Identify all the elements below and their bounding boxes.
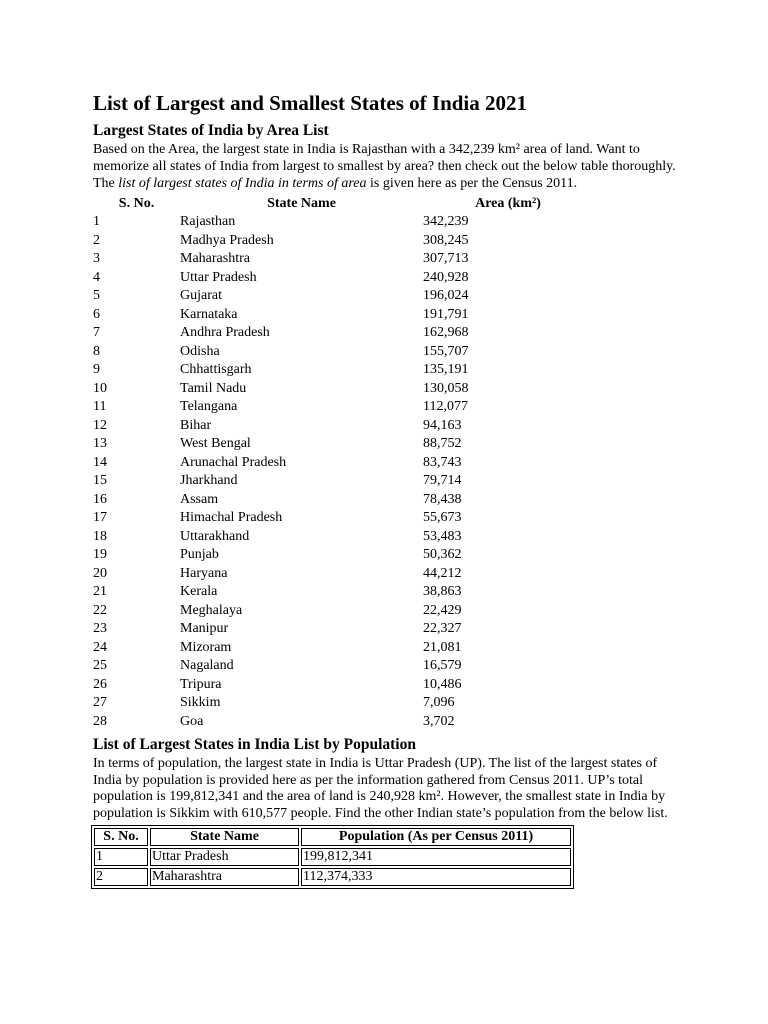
area-state-cell: Maharashtra: [180, 251, 250, 267]
area-table-row: [93, 305, 593, 324]
area-state-cell: Sikkim: [180, 695, 221, 711]
area-col-area: Area (km²): [475, 195, 541, 211]
area-sno-cell: 17: [93, 510, 107, 526]
area-state-cell: Mizoram: [180, 639, 232, 655]
area-table-row: [93, 527, 593, 546]
area-sno-cell: 6: [93, 306, 100, 322]
area-state-cell: Odisha: [180, 343, 220, 359]
area-table-row: [93, 231, 593, 250]
population-col-population: Population (As per Census 2011): [301, 828, 571, 846]
area-table-row: [93, 361, 593, 380]
page-title: List of Largest and Smallest States of India 2021: [93, 91, 528, 115]
area-value-cell: 196,024: [423, 288, 469, 304]
area-table-row: [93, 435, 593, 454]
area-state-cell: Karnataka: [180, 306, 238, 322]
area-value-cell: 10,486: [423, 676, 462, 692]
document-page: [93, 89, 683, 889]
area-table-row: [93, 472, 593, 491]
area-col-state: State Name: [267, 195, 336, 211]
area-state-cell: Goa: [180, 713, 204, 729]
area-value-cell: 79,714: [423, 473, 462, 489]
area-sno-cell: 13: [93, 436, 107, 452]
area-sno-cell: 4: [93, 269, 100, 285]
area-state-cell: Punjab: [180, 547, 219, 563]
area-sno-cell: 5: [93, 288, 100, 304]
area-sno-cell: 21: [93, 584, 107, 600]
area-table-row: [93, 564, 593, 583]
area-table-row: [93, 416, 593, 435]
area-table-row: [93, 490, 593, 509]
area-value-cell: 191,791: [423, 306, 469, 322]
area-state-cell: Arunachal Pradesh: [180, 454, 287, 470]
area-value-cell: 3,702: [423, 713, 455, 729]
area-sno-cell: 3: [93, 251, 100, 267]
area-state-cell: Jharkhand: [180, 473, 238, 489]
area-value-cell: 50,362: [423, 547, 462, 563]
area-value-cell: 21,081: [423, 639, 462, 655]
area-intro-paragraph: [93, 142, 683, 192]
area-value-cell: 155,707: [423, 343, 469, 359]
area-sno-cell: 11: [93, 399, 107, 415]
area-sno-cell: 25: [93, 658, 107, 674]
area-table-row: [93, 712, 593, 731]
area-table-row: [93, 601, 593, 620]
area-value-cell: 308,245: [423, 232, 469, 248]
area-sno-cell: 26: [93, 676, 107, 692]
area-table-row: [93, 213, 593, 232]
area-sno-cell: 24: [93, 639, 107, 655]
population-col-state: State Name: [150, 828, 299, 846]
population-state-cell: Maharashtra: [150, 868, 299, 886]
area-table-row: [93, 546, 593, 565]
area-table-row: [93, 657, 593, 676]
area-table-row: [93, 675, 593, 694]
area-value-cell: 240,928: [423, 269, 469, 285]
area-sno-cell: 8: [93, 343, 100, 359]
area-sno-cell: 19: [93, 547, 107, 563]
area-table-row: [93, 379, 593, 398]
area-state-cell: Himachal Pradesh: [180, 510, 283, 526]
area-value-cell: 94,163: [423, 417, 462, 433]
population-value-cell: 199,812,341: [301, 848, 571, 866]
area-state-cell: Gujarat: [180, 288, 222, 304]
area-table-row: [93, 324, 593, 343]
area-sno-cell: 23: [93, 621, 107, 637]
area-state-cell: Bihar: [180, 417, 212, 433]
area-sno-cell: 18: [93, 528, 107, 544]
population-sno-cell: 1: [94, 848, 148, 866]
area-sno-cell: 22: [93, 602, 107, 618]
area-table-row: [93, 268, 593, 287]
area-value-cell: 53,483: [423, 528, 462, 544]
area-table-row: [93, 453, 593, 472]
area-state-cell: Rajasthan: [180, 214, 236, 230]
area-table-row: [93, 694, 593, 713]
area-value-cell: 162,968: [423, 325, 469, 341]
area-value-cell: 307,713: [423, 251, 469, 267]
area-intro-italic: list of largest states of India in terms of area: [118, 175, 367, 191]
area-state-cell: Manipur: [180, 621, 229, 637]
area-state-cell: Meghalaya: [180, 602, 243, 618]
area-state-cell: Assam: [180, 491, 219, 507]
area-sno-cell: 15: [93, 473, 107, 489]
population-table-header-row: [94, 828, 571, 846]
population-intro-paragraph: In terms of population, the largest state in India is Uttar Pradesh (UP). The list of the largest states of India by population is provided here as per the information gathered from Census 2011. UP’s total population is 199,812,341 and the area of land is 240,928 km². However, the smallest state in India by population is Sikkim with 610,577 people. Find the other Indian state’s population from the below list.: [93, 755, 668, 822]
population-table-body: [94, 848, 571, 886]
area-table-body: [93, 213, 593, 731]
area-state-cell: Uttar Pradesh: [180, 269, 257, 285]
area-state-cell: West Bengal: [180, 436, 251, 452]
area-table-header-row: [93, 194, 593, 213]
area-sno-cell: 12: [93, 417, 107, 433]
area-value-cell: 38,863: [423, 584, 462, 600]
area-state-cell: Uttarakhand: [180, 528, 250, 544]
area-sno-cell: 14: [93, 454, 107, 470]
area-sno-cell: 9: [93, 362, 100, 378]
population-table-row: [94, 868, 571, 886]
area-sno-cell: 27: [93, 695, 107, 711]
area-value-cell: 83,743: [423, 454, 462, 470]
area-sno-cell: 20: [93, 565, 107, 581]
area-table-row: [93, 620, 593, 639]
population-col-sno: S. No.: [94, 828, 148, 846]
area-value-cell: 342,239: [423, 214, 469, 230]
area-sno-cell: 1: [93, 214, 100, 230]
area-sno-cell: 2: [93, 232, 100, 248]
area-value-cell: 135,191: [423, 362, 469, 378]
area-state-cell: Andhra Pradesh: [180, 325, 270, 341]
area-table-row: [93, 342, 593, 361]
area-state-cell: Kerala: [180, 584, 218, 600]
population-value-cell: 112,374,333: [301, 868, 571, 886]
area-value-cell: 7,096: [423, 695, 455, 711]
area-table-row: [93, 638, 593, 657]
area-table-row: [93, 287, 593, 306]
area-state-cell: Telangana: [180, 399, 238, 415]
area-sno-cell: 16: [93, 491, 107, 507]
population-table-row: [94, 848, 571, 866]
area-value-cell: 16,579: [423, 658, 462, 674]
population-section-heading: List of Largest States in India List by Population: [93, 735, 416, 753]
area-intro-text-2: is given here as per the Census 2011.: [366, 175, 578, 191]
area-value-cell: 44,212: [423, 565, 462, 581]
area-table-row: [93, 509, 593, 528]
area-sno-cell: 7: [93, 325, 100, 341]
area-value-cell: 88,752: [423, 436, 462, 452]
area-state-cell: Nagaland: [180, 658, 234, 674]
area-table-row: [93, 583, 593, 602]
area-state-cell: Chhattisgarh: [180, 362, 252, 378]
area-state-cell: Haryana: [180, 565, 228, 581]
area-value-cell: 78,438: [423, 491, 462, 507]
area-state-cell: Madhya Pradesh: [180, 232, 274, 248]
area-value-cell: 112,077: [423, 399, 468, 415]
area-section-heading: Largest States of India by Area List: [93, 122, 329, 139]
area-sno-cell: 28: [93, 713, 107, 729]
population-table: [91, 825, 574, 889]
area-value-cell: 22,327: [423, 621, 462, 637]
area-table: [93, 194, 593, 731]
population-state-cell: Uttar Pradesh: [150, 848, 299, 866]
area-value-cell: 22,429: [423, 602, 462, 618]
area-state-cell: Tripura: [180, 676, 222, 692]
area-sno-cell: 10: [93, 380, 107, 396]
area-intro-text-1: Based on the Area, the largest state in India is Rajasthan with a 342,239 km² area of land. Want to memorize all states of India from largest to smallest by area? then check out the below table thoroughly. The: [93, 142, 676, 191]
area-value-cell: 55,673: [423, 510, 462, 526]
area-table-row: [93, 398, 593, 417]
area-state-cell: Tamil Nadu: [180, 380, 247, 396]
population-sno-cell: 2: [94, 868, 148, 886]
area-col-sno: S. No.: [118, 195, 155, 211]
area-value-cell: 130,058: [423, 380, 469, 396]
area-table-row: [93, 250, 593, 269]
